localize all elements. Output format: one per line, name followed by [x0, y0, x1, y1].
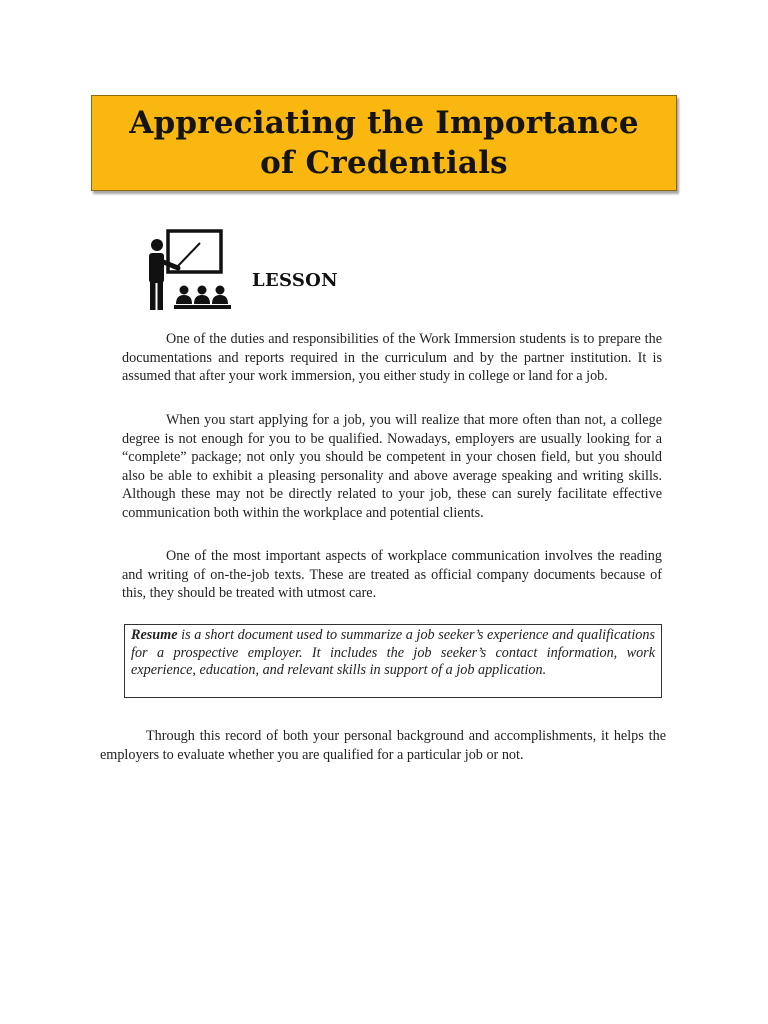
definition-term: Resume	[131, 627, 178, 643]
definition-text: is a short document used to summarize a job seeker’s experience and qualifications for a prospective employer. It includes the job seeker’s contact information, work experience, education, and relevant skills in support of a job application.	[131, 627, 655, 678]
paragraph-2: When you start applying for a job, you will realize that more often than not, a college degree is not enough for you to be qualified. Nowadays, employers are usually looking for a “complete” package; not only you should be competent in your chosen field, but you should also be able to exhibit a pleasing personality and above average speaking and writing skills. Although these may not be directly related to your job, these can surely facilitate effective communication both within the workplace and potential clients.	[122, 412, 662, 521]
section-label: LESSON	[252, 270, 338, 291]
teacher-presentation-icon	[144, 228, 234, 312]
paragraph-3: One of the most important aspects of workplace communication involves the reading and writing of on-the-job texts. These are treated as official company documents because of this, they should be treated with utmost care.	[122, 548, 662, 601]
paragraph-4: Through this record of both your personal background and accomplishments, it helps the employers to evaluate whether you are qualified for a particular job or not.	[100, 728, 666, 763]
page-title-line-2: of Credentials	[260, 145, 508, 181]
definition-box	[124, 624, 662, 698]
page-title-line-1: Appreciating the Importance	[129, 105, 639, 141]
paragraph-1: One of the duties and responsibilities of the Work Immersion students is to prepare the documentations and reports required in the curriculum and by the partner institution. It is assumed that after your work immersion, you either study in college or land for a job.	[122, 331, 662, 384]
title-banner	[91, 95, 677, 191]
